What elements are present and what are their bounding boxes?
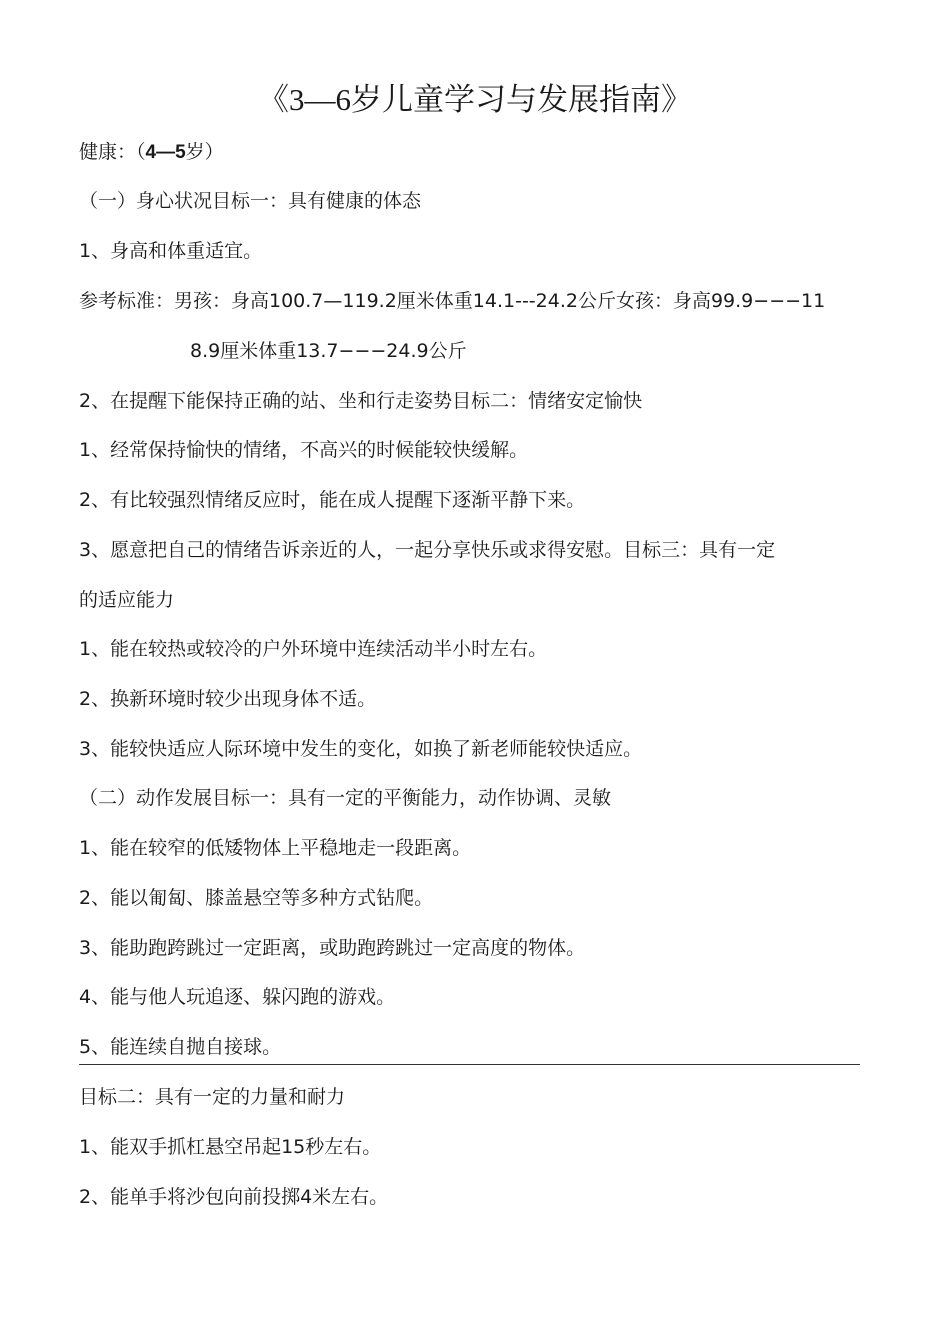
paragraph-line: 8.9厘米体重13.7−−−24.9公斤 xyxy=(190,340,467,362)
paragraph-line: 1、经常保持愉快的情绪，不高兴的时候能较快缓解。 xyxy=(79,439,529,461)
paragraph-line: 2、在提醒下能保持正确的站、坐和行走姿势目标二：情绪安定愉快 xyxy=(79,390,643,412)
paragraph-line: 3、能助跑跨跳过一定距离，或助跑跨跳过一定高度的物体。 xyxy=(79,937,586,959)
paragraph-line: 2、能单手将沙包向前投掷4米左右。 xyxy=(79,1186,389,1208)
subtitle-age: 4—5 xyxy=(145,142,186,163)
paragraph-line: 1、能在较热或较冷的户外环境中连续活动半小时左右。 xyxy=(79,638,548,660)
paragraph-line: 2、有比较强烈情绪反应时，能在成人提醒下逐渐平静下来。 xyxy=(79,489,586,511)
paragraph-line: 目标二：具有一定的力量和耐力 xyxy=(79,1086,346,1108)
paragraph-line: 2、换新环境时较少出现身体不适。 xyxy=(79,688,377,710)
paragraph-line: 1、能双手抓杠悬空吊起15秒左右。 xyxy=(79,1136,382,1158)
paragraph-line: 3、能较快适应人际环境中发生的变化，如换了新老师能较快适应。 xyxy=(79,738,643,760)
subtitle-suffix: 岁） xyxy=(185,141,224,163)
paragraph-line: 4、能与他人玩追逐、躲闪跑的游戏。 xyxy=(79,986,396,1008)
paragraph-line: 1、能在较窄的低矮物体上平稳地走一段距离。 xyxy=(79,837,472,859)
section-heading-health xyxy=(79,139,224,166)
paragraph-line: 参考标准：男孩：身高100.7—119.2厘米体重14.1---24.2公斤女孩：身高99.9−−−11 xyxy=(79,290,826,312)
paragraph-line: 5、能连续自抛自接球。 xyxy=(79,1036,282,1058)
paragraph-line: 3、愿意把自己的情绪告诉亲近的人，一起分享快乐或求得安慰。目标三：具有一定 xyxy=(79,539,776,561)
paragraph-line: （一）身心状况目标一：具有健康的体态 xyxy=(79,190,422,212)
paragraph-line: 的适应能力 xyxy=(79,589,175,611)
document-title: 《3—6岁儿童学习与发展指南》 xyxy=(258,82,692,117)
paragraph-line: 2、能以匍匐、膝盖悬空等多种方式钻爬。 xyxy=(79,887,434,909)
paragraph-line: （二）动作发展目标一：具有一定的平衡能力，动作协调、灵敏 xyxy=(79,787,612,809)
horizontal-divider xyxy=(79,1064,860,1065)
paragraph-line: 1、身高和体重适宜。 xyxy=(79,240,263,262)
subtitle-prefix: 健康：（ xyxy=(79,141,146,163)
